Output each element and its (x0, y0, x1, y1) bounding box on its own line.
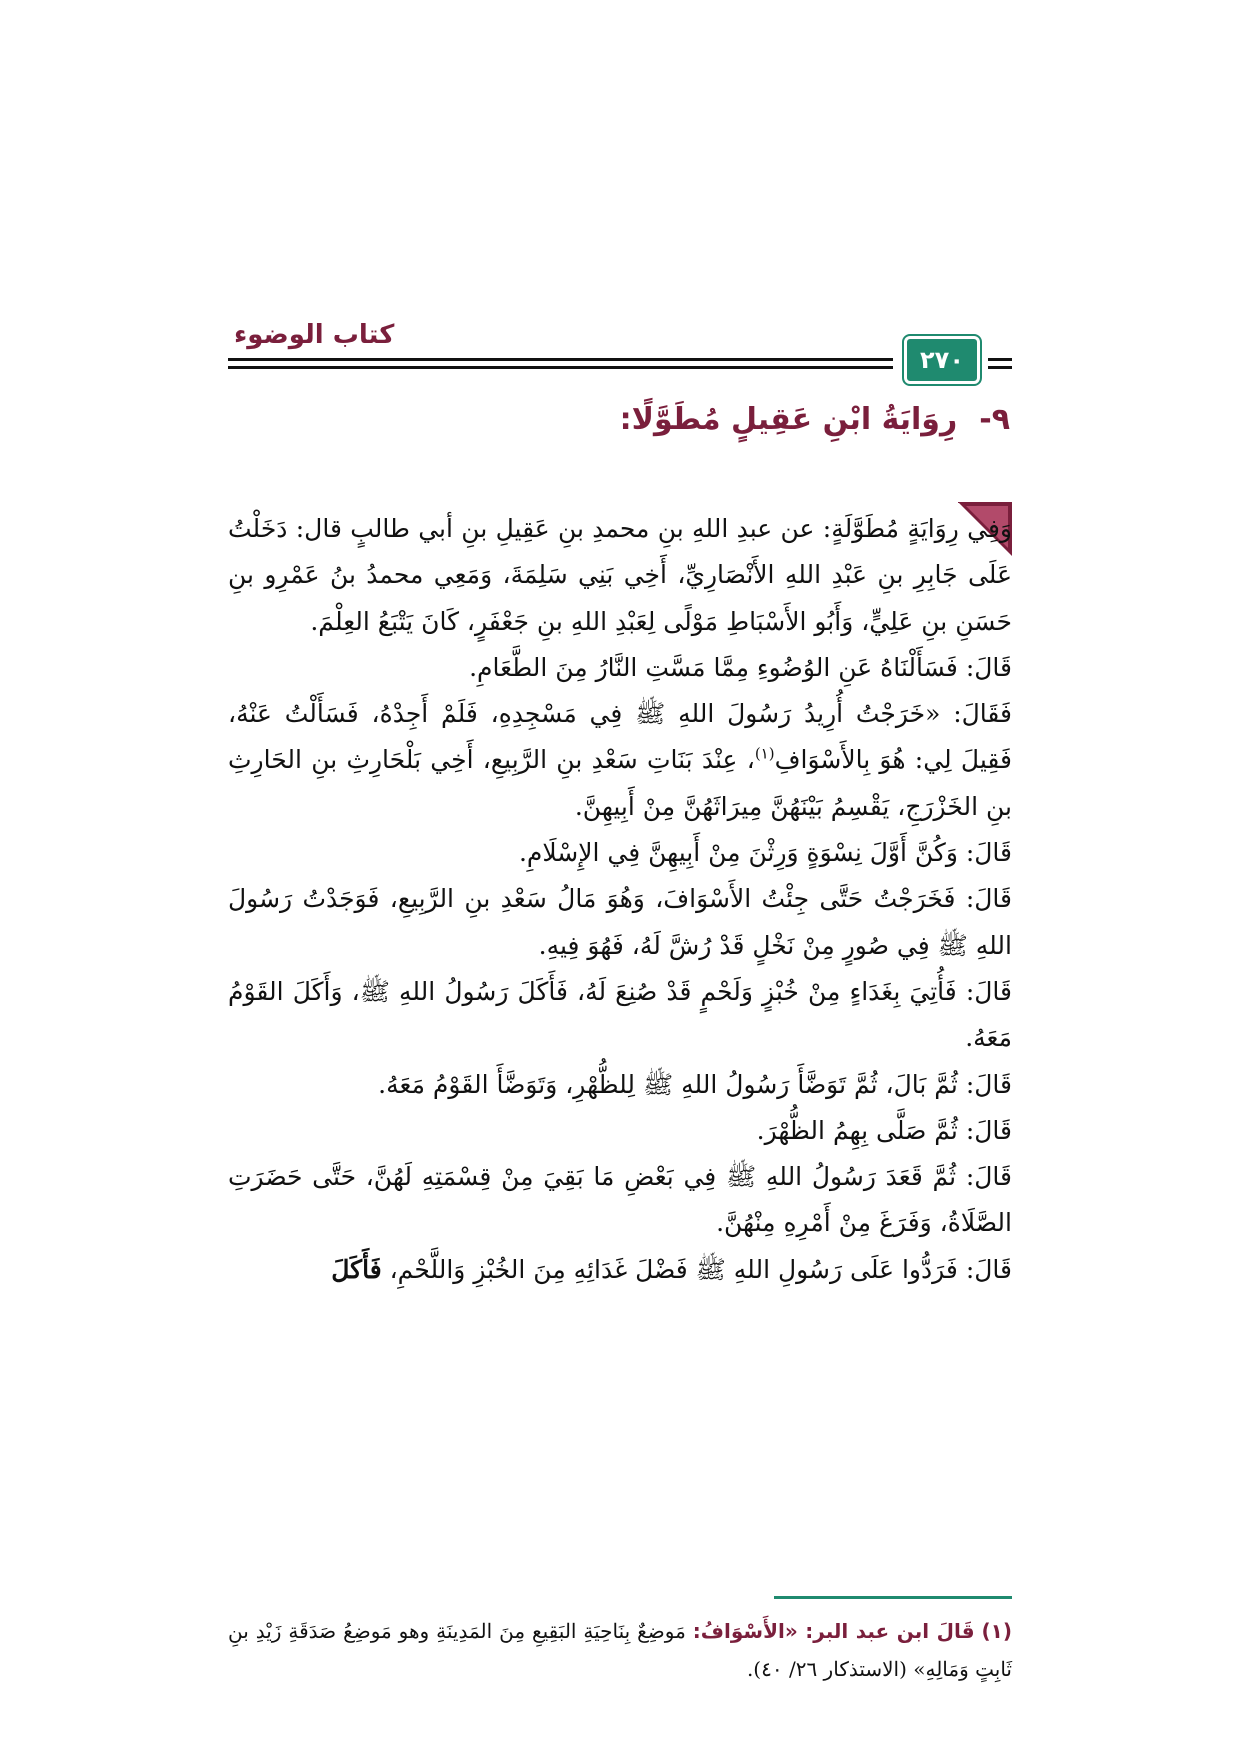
page-number-badge: ٢٧٠ (904, 336, 980, 384)
paragraph (228, 1247, 1012, 1293)
section-heading (620, 402, 1010, 437)
bold-continuation-word: فَأَكَلَ (331, 1254, 382, 1284)
paragraph: قَالَ: وَكُنَّ أَوَّلَ نِسْوَةٍ وَرِثْنَ مِنْ أَبِيهِنَّ فِي الإِسْلَامِ. (518, 838, 1012, 868)
footnote-separator (774, 1596, 1012, 1599)
header-rule (228, 366, 893, 369)
footnote-reference[interactable]: (١) (754, 745, 775, 764)
footnote-text: مَوضِعٌ بِنَاحِيَةِ البَقِيعِ مِنَ المَدِينَةِ وهو مَوضِعُ صَدَقَةِ زَيْدِ بنِ ثَابِتٍ وَمَالِهِ» (الاستذكار ٢٦/ ٤٠). (228, 1619, 1012, 1681)
paragraph: قَالَ: ثُمَّ قَعَدَ رَسُولُ اللهِ ﷺ فِي بَعْضِ مَا بَقِيَ مِنْ قِسْمَتِهِ لَهُنَّ، حَتَّى حَضَرَتِ الصَّلَاةُ، وَفَرَغَ مِنْ أَمْرِهِ مِنْهُنَّ. (228, 1162, 1012, 1238)
paragraph: قَالَ: ثُمَّ بَالَ، ثُمَّ تَوَضَّأَ رَسُولُ اللهِ ﷺ لِلظُّهْرِ، وَتَوَضَّأَ القَوْمُ مَعَهُ. (378, 1069, 1012, 1099)
book-title: كتاب الوضوء (234, 320, 395, 350)
footnote-marker: (١) (981, 1619, 1013, 1643)
header-rule-short (988, 366, 1012, 369)
page-header (228, 310, 1012, 390)
paragraph: قَالَ: فَأُتِيَ بِغَدَاءٍ مِنْ خُبْزٍ وَلَحْمٍ قَدْ صُنِعَ لَهُ، فَأَكَلَ رَسُولُ اللهِ ﷺ، وَأَكَلَ القَوْمُ مَعَهُ. (228, 976, 1012, 1053)
header-rule-short (988, 358, 1012, 361)
footnote (228, 1612, 1012, 1688)
section-number: ٩- (979, 402, 1010, 437)
footnote-lead: قَالَ ابن عبد البر: «الأَسْوَافُ: (692, 1619, 975, 1643)
paragraph: قَالَ: فَسَأَلْنَاهُ عَنِ الوُضُوءِ مِمَّا مَسَّتِ النَّارُ مِنَ الطَّعَامِ. (469, 652, 1012, 682)
main-text (228, 506, 1012, 1293)
paragraph-text: قَالَ: فَرَدُّوا عَلَى رَسُولِ اللهِ ﷺ فَضْلَ غَدَائِهِ مِنَ الخُبْزِ وَاللَّحْمِ، (389, 1254, 1012, 1284)
paragraph: قَالَ: فَخَرَجْتُ حَتَّى جِئْتُ الأَسْوَافَ، وَهُوَ مَالُ سَعْدِ بنِ الرَّبِيعِ، فَوَجَدْتُ رَسُولَ اللهِ ﷺ فِي صُورٍ مِنْ نَخْلٍ قَدْ رُشَّ لَهُ، فَهُوَ فِيهِ. (228, 884, 1012, 960)
paragraph: قَالَ: ثُمَّ صَلَّى بِهِمُ الظُّهْرَ. (756, 1115, 1012, 1145)
section-title: رِوَايَةُ ابْنِ عَقِيلٍ مُطَوَّلًا: (619, 402, 958, 437)
header-rule (228, 358, 893, 361)
paragraph-text: ، عِنْدَ بَنَاتِ سَعْدِ بنِ الرَّبِيعِ، أَخِي بَلْحَارِثِ بنِ الحَارِثِ بنِ الخَزْرَجِ، يَقْسِمُ بَيْنَهُنَّ مِيرَاثَهُنَّ مِنْ أَبِيهِنَّ. (228, 745, 1012, 821)
paragraph (228, 691, 1012, 830)
paragraph-text: فَقَالَ: «خَرَجْتُ أُرِيدُ رَسُولَ اللهِ ﷺ فِي مَسْجِدِهِ، فَلَمْ أَجِدْهُ، فَسَأَلْتُ عَنْهُ، فَقِيلَ لِي: هُوَ بِالأَسْوَافِ (228, 699, 1012, 775)
paragraph: وَفِي رِوَايَةٍ مُطَوَّلَةٍ: عن عبدِ اللهِ بنِ محمدِ بنِ عَقِيلِ بنِ أبي طالبٍ قال: دَخَلْتُ عَلَى جَابِرِ بنِ عَبْدِ اللهِ الأَنْصَارِيِّ، أَخِي بَنِي سَلِمَةَ، وَمَعِي محمدُ بنُ عَمْرِو بنِ حَسَنِ بنِ عَلِيٍّ، وَأَبُو الأَسْبَاطِ مَوْلًى لِعَبْدِ اللهِ بنِ جَعْفَرٍ، كَانَ يَتْبَعُ العِلْمَ. (228, 514, 1012, 636)
